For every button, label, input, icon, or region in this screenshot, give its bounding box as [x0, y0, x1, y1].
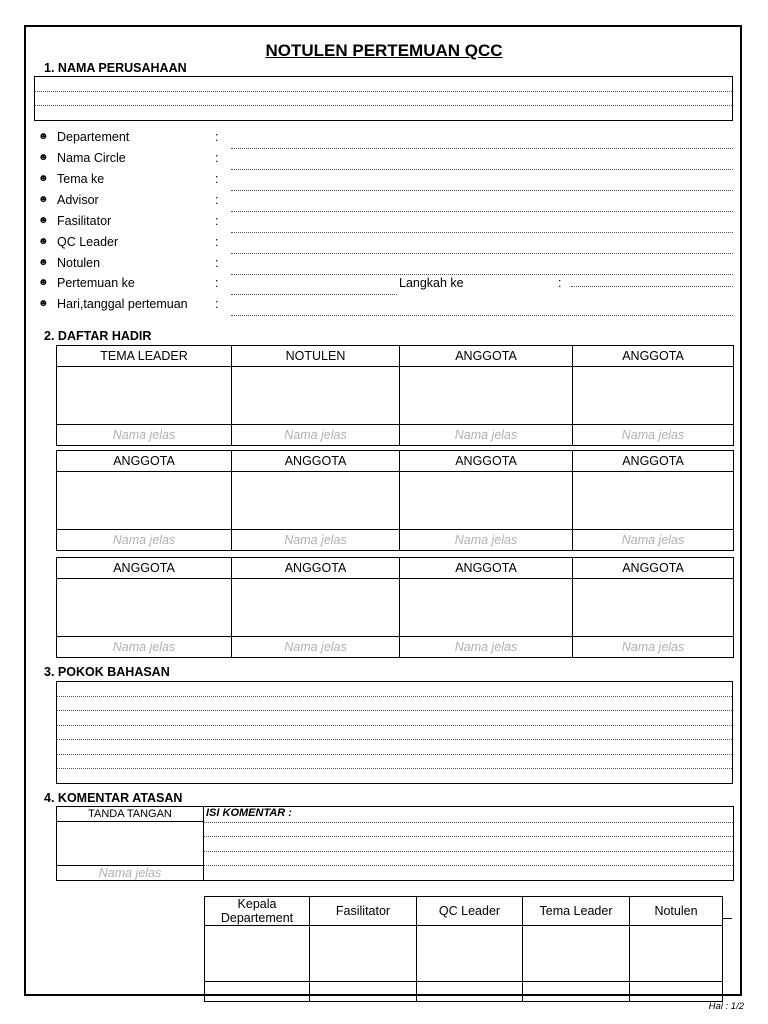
approval-header: Notulen — [630, 897, 723, 926]
section-2-heading — [44, 329, 151, 343]
field-colon: : — [215, 193, 219, 207]
approval-signature-cell[interactable] — [523, 926, 630, 982]
attendance-signature-cell[interactable] — [57, 367, 232, 425]
attendance-table — [56, 450, 734, 551]
field-input-line[interactable] — [231, 169, 733, 170]
printed-name-hint: Nama jelas — [57, 637, 232, 658]
printed-name-hint: Nama jelas — [573, 530, 734, 551]
field-label: Pertemuan ke — [57, 276, 135, 290]
extra-field-colon: : — [558, 276, 562, 290]
attendance-header: ANGGOTA — [57, 451, 232, 472]
approval-signature-cell[interactable] — [205, 926, 310, 982]
field-colon: : — [215, 235, 219, 249]
comment-line — [204, 836, 733, 837]
bullet-icon: ☻ — [38, 152, 49, 163]
section-4-number: 4. — [44, 791, 55, 805]
bullet-icon: ☻ — [38, 194, 49, 205]
field-label: QC Leader — [57, 235, 119, 249]
attendance-table — [56, 345, 734, 446]
section-3-heading — [44, 665, 170, 679]
attendance-signature-cell[interactable] — [400, 472, 573, 530]
section-4-heading — [44, 791, 182, 805]
field-colon: : — [215, 297, 219, 311]
section-2-number: 2. — [44, 329, 55, 343]
field-input-line[interactable] — [231, 253, 733, 254]
discussion-line — [57, 768, 732, 769]
discussion-line — [57, 710, 732, 711]
attendance-header: TEMA LEADER — [57, 346, 232, 367]
approval-name-cell[interactable] — [630, 982, 723, 1002]
discussion-box[interactable] — [56, 681, 733, 784]
section-1-heading — [44, 61, 187, 75]
form-title: NOTULEN PERTEMUAN QCC — [265, 41, 503, 60]
comment-table — [56, 806, 734, 881]
approval-header: Kepala Departement — [205, 897, 310, 926]
field-colon: : — [215, 130, 219, 144]
discussion-line — [57, 754, 732, 755]
field-colon: : — [215, 214, 219, 228]
bullet-icon: ☻ — [38, 236, 49, 247]
field-label: Departement — [57, 130, 130, 144]
approval-header: QC Leader — [417, 897, 523, 926]
attendance-signature-cell[interactable] — [400, 367, 573, 425]
bullet-icon: ☻ — [38, 215, 49, 226]
field-input-line[interactable] — [231, 315, 733, 316]
field-input-line[interactable] — [231, 274, 733, 275]
printed-name-hint: Nama jelas — [400, 425, 573, 446]
approval-name-cell[interactable] — [417, 982, 523, 1002]
approval-table — [204, 896, 723, 1002]
approval-signature-cell[interactable] — [310, 926, 417, 982]
printed-name-hint: Nama jelas — [57, 530, 232, 551]
comment-content-cell[interactable] — [204, 807, 734, 881]
attendance-header: ANGGOTA — [573, 346, 734, 367]
field-label: Nama Circle — [57, 151, 126, 165]
attendance-header: ANGGOTA — [573, 558, 734, 579]
field-label: Hari,tanggal pertemuan — [57, 297, 188, 311]
printed-name-hint: Nama jelas — [232, 425, 400, 446]
section-3-label: POKOK BAHASAN — [57, 665, 170, 679]
company-name-line — [35, 105, 732, 106]
field-input-line[interactable] — [231, 232, 733, 233]
field-label: Fasilitator — [57, 214, 112, 228]
field-label: Advisor — [57, 193, 99, 207]
comment-label: ISI KOMENTAR : — [206, 807, 292, 819]
bullet-icon: ☻ — [38, 257, 49, 268]
discussion-line — [57, 725, 732, 726]
field-label: Tema ke — [57, 172, 105, 186]
section-1-label: NAMA PERUSAHAAN — [57, 61, 187, 75]
attendance-header: ANGGOTA — [232, 558, 400, 579]
attendance-signature-cell[interactable] — [400, 579, 573, 637]
page-number: Hal : 1/2 — [708, 1001, 744, 1012]
approval-name-cell[interactable] — [205, 982, 310, 1002]
approval-header: Tema Leader — [523, 897, 630, 926]
field-colon: : — [215, 172, 219, 186]
attendance-header: ANGGOTA — [400, 451, 573, 472]
comment-line — [204, 851, 733, 852]
printed-name-hint: Nama jelas — [400, 530, 573, 551]
attendance-header: ANGGOTA — [573, 451, 734, 472]
field-colon: : — [215, 151, 219, 165]
comment-line — [204, 865, 733, 866]
printed-name-hint: Nama jelas — [232, 530, 400, 551]
bullet-icon: ☻ — [38, 131, 49, 142]
field-input-line[interactable] — [231, 294, 397, 295]
attendance-header: ANGGOTA — [400, 346, 573, 367]
discussion-line — [57, 696, 732, 697]
attendance-header: ANGGOTA — [232, 451, 400, 472]
field-input-line[interactable] — [231, 148, 733, 149]
attendance-table — [56, 557, 734, 658]
attendance-signature-cell[interactable] — [232, 579, 400, 637]
approval-signature-cell[interactable] — [630, 926, 723, 982]
extra-field-input-line[interactable] — [571, 286, 733, 287]
attendance-signature-cell[interactable] — [573, 472, 734, 530]
attendance-header: ANGGOTA — [57, 558, 232, 579]
printed-name-hint: Nama jelas — [573, 425, 734, 446]
printed-name-hint: Nama jelas — [400, 637, 573, 658]
section-1-number: 1. — [44, 61, 55, 75]
section-2-label: DAFTAR HADIR — [57, 329, 152, 343]
attendance-header: NOTULEN — [232, 346, 400, 367]
attendance-signature-cell[interactable] — [573, 367, 734, 425]
attendance-signature-cell[interactable] — [57, 579, 232, 637]
field-input-line[interactable] — [231, 190, 733, 191]
printed-name-hint: Nama jelas — [57, 865, 204, 880]
attendance-signature-cell[interactable] — [57, 472, 232, 530]
field-input-line[interactable] — [231, 211, 733, 212]
comment-line — [204, 822, 733, 823]
approval-table-edge — [722, 918, 732, 919]
attendance-signature-cell[interactable] — [573, 579, 734, 637]
bullet-icon: ☻ — [38, 173, 49, 184]
printed-name-hint: Nama jelas — [57, 425, 232, 446]
field-colon: : — [215, 276, 219, 290]
section-3-number: 3. — [44, 665, 55, 679]
approval-header: Fasilitator — [310, 897, 417, 926]
bullet-icon: ☻ — [38, 298, 49, 309]
company-name-line — [35, 91, 732, 92]
field-colon: : — [215, 256, 219, 270]
signature-cell[interactable] — [57, 822, 204, 866]
attendance-signature-cell[interactable] — [232, 367, 400, 425]
approval-signature-cell[interactable] — [417, 926, 523, 982]
signature-header: TANDA TANGAN — [57, 807, 204, 822]
field-label: Notulen — [57, 256, 101, 270]
extra-field-label: Langkah ke — [399, 276, 464, 290]
printed-name-hint: Nama jelas — [573, 637, 734, 658]
attendance-signature-cell[interactable] — [232, 472, 400, 530]
company-name-box[interactable] — [34, 76, 733, 121]
section-4-label: KOMENTAR ATASAN — [57, 791, 183, 805]
attendance-header: ANGGOTA — [400, 558, 573, 579]
approval-name-cell[interactable] — [310, 982, 417, 1002]
approval-name-cell[interactable] — [523, 982, 630, 1002]
printed-name-hint: Nama jelas — [232, 637, 400, 658]
discussion-line — [57, 739, 732, 740]
bullet-icon: ☻ — [38, 277, 49, 288]
